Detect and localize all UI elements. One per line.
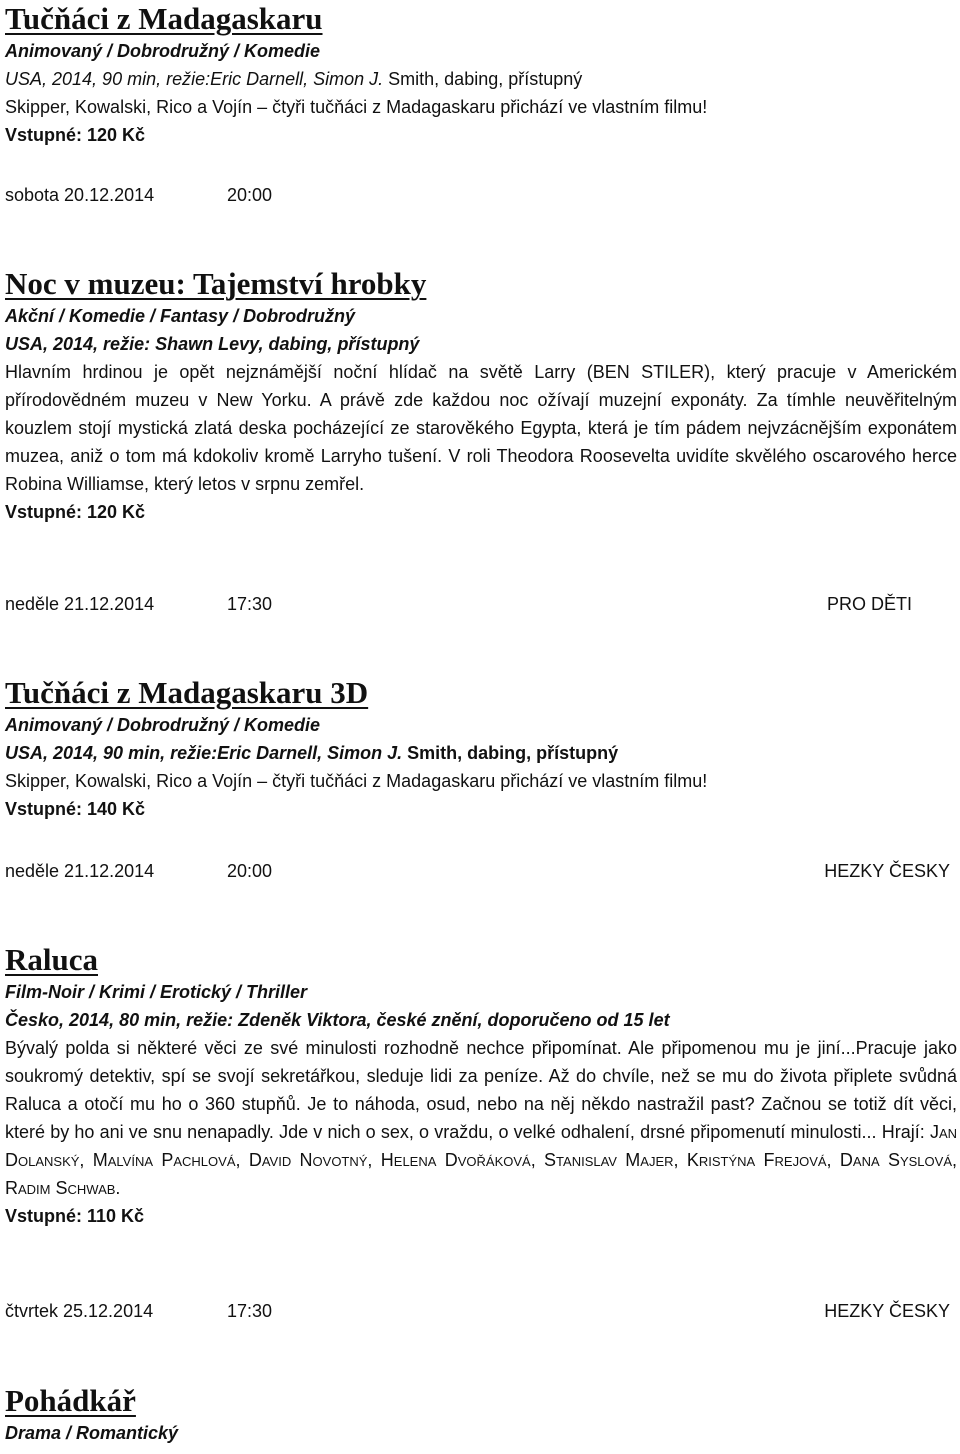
film-price: Vstupné: 140 Kč [5,799,146,819]
film-meta-italic: USA, 2014, 90 min, režie:Eric Darnell, Simon J. [5,69,384,89]
film-entry [5,941,955,1230]
film-entry [5,265,955,526]
film-price: Vstupné: 120 Kč [5,125,146,145]
film-meta-italic: USA, 2014, 90 min, režie:Eric Darnell, Simon J. [5,743,403,763]
film-genre: Animovaný / Dobrodružný / Komedie [5,41,321,61]
film-entry [5,0,955,149]
film-genre: Drama / Romantický [5,1423,179,1443]
screening-date: neděle 21.12.2014 [5,594,155,614]
film-description: Skipper, Kowalski, Rico a Vojín – čtyři tučňáci z Madagaskaru přichází ve vlastním filmu! [5,97,708,117]
film-meta-rest: Smith, dabing, přístupný [383,69,583,89]
film-entry [5,674,955,823]
screening-date: neděle 21.12.2014 [5,861,155,881]
screening-time: 20:00 [227,861,273,881]
film-title: Raluca [5,942,98,977]
screening-date: čtvrtek 25.12.2014 [5,1301,154,1321]
screening-note: HEZKY ČESKY [824,861,950,881]
film-description: Skipper, Kowalski, Rico a Vojín – čtyři tučňáci z Madagaskaru přichází ve vlastním filmu! [5,771,708,791]
film-genre: Film-Noir / Krimi / Erotický / Thriller [5,982,308,1002]
film-entry [5,1382,955,1447]
film-meta: Česko, 2014, 80 min, režie: Zdeněk Viktora, české znění, doporučeno od 15 let [5,1010,670,1030]
film-title: Tučňáci z Madagaskaru [5,1,323,36]
film-title: Noc v muzeu: Tajemství hrobky [5,266,427,301]
screening-time: 17:30 [227,594,273,614]
screening-date: sobota 20.12.2014 [5,185,155,205]
film-cast: Jan Dolanský, Malvína Pachlová, David Novotný, Helena Dvořáková, Stanislav Majer, Kristýna Frejová, Dana Syslová, Radim Schwab. [5,1122,957,1198]
film-meta-rest: Smith, dabing, přístupný [402,743,619,763]
film-description: Hlavním hrdinou je opět nejznámější noční hlídač na světě Larry (BEN STILER), který pracuje v Americkém přírodovědném muzeu v New Yorku. A právě zde každou noc ožívají muzejní exponáty. Za tímhle neuvěřitelným kouzlem stojí mystická zlatá deska pocházející ze starověkého Egypta, která je tím pádem nejvzácnějším exponátem muzea, aniž o tom má kdokoliv kromě Larryho tušení. V roli Theodora Roosevelta uvidíte skvělého oscarového herce Robina Williamse, který letos v srpnu zemřel. [5,362,957,494]
film-title: Tučňáci z Madagaskaru 3D [5,675,369,710]
film-meta: USA, 2014, režie: Shawn Levy, dabing, přístupný [5,334,420,354]
film-genre: Akční / Komedie / Fantasy / Dobrodružný [5,306,356,326]
screening-note: PRO DĚTI [826,594,912,614]
film-description [5,1034,957,1202]
film-meta [5,65,955,93]
screening-note: HEZKY ČESKY [824,1301,950,1321]
film-title: Pohádkář [5,1383,136,1418]
film-meta [5,739,955,767]
film-price: Vstupné: 110 Kč [5,1206,145,1226]
film-price: Vstupné: 120 Kč [5,502,146,522]
screening-time: 20:00 [227,185,273,205]
screening-time: 17:30 [227,1301,273,1321]
film-description-text: Bývalý polda si některé věci ze své minulosti rozhodně nechce připomínat. Ale připomenou mu je jiní...Pracuje jako soukromý detektiv, spí se svojí sekretářkou, sleduje lidi za peníze. Až do chvíle, než se mu do života připlete svůdná Raluca a otočí mu ho o 360 stupňů. Je to náhoda, osud, nebo na něj někdo nastražil past? Začnou se totiž dít věci, které by ho ani ve snu nenapadly. Jde v nich o sex, o vraždu, o velké odhalení, drsné připomenutí minulosti... Hrají: [5,1038,957,1142]
film-genre: Animovaný / Dobrodružný / Komedie [5,715,321,735]
